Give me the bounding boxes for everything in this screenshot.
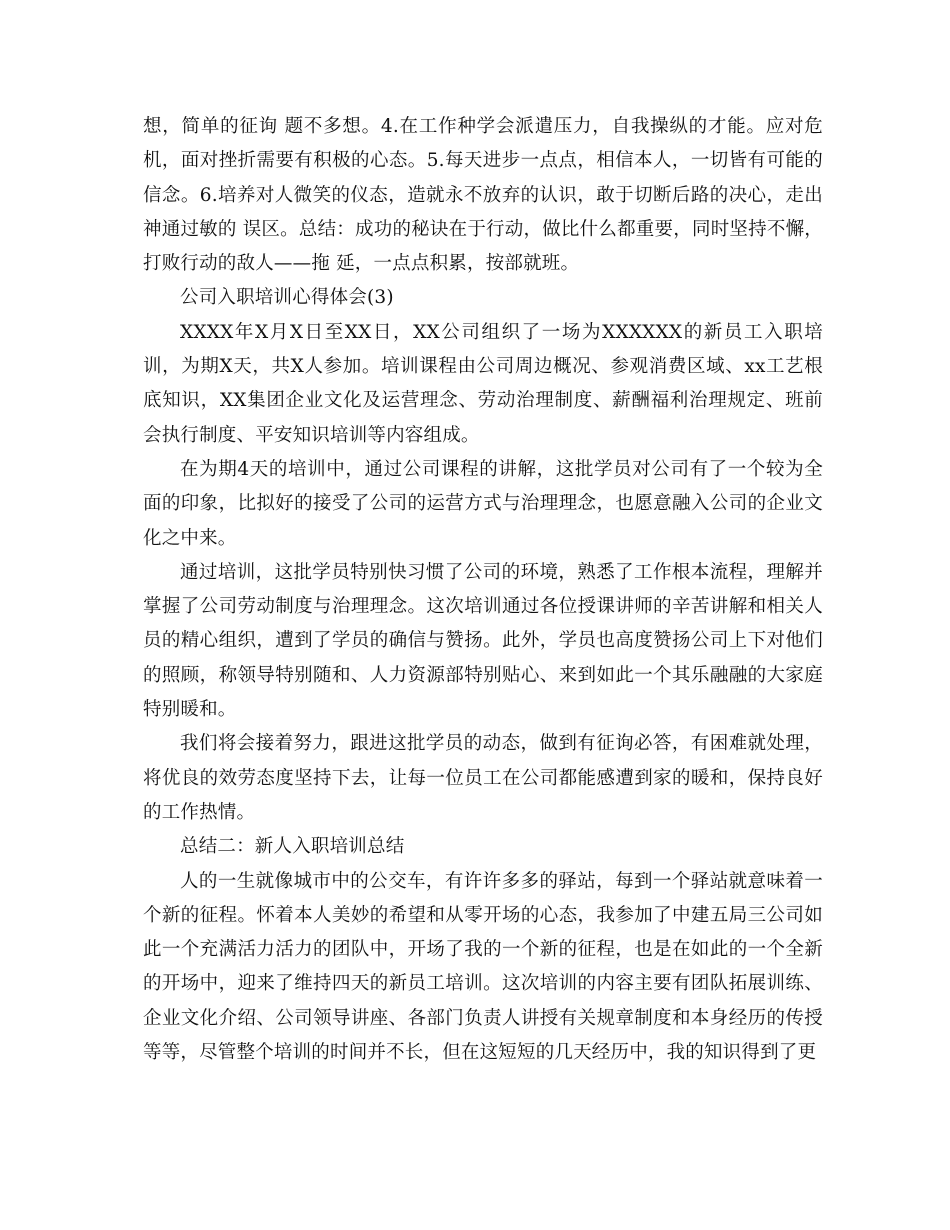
paragraph-5: 我们将会接着努力，跟进这批学员的动态，做到有征询必答，有困难就处理，将优良的效劳态度坚持下去，让每一位员工在公司都能感遭到家的暖和，保持良好的工作热情。	[143, 733, 823, 823]
paragraph-3: 在为期4天的培训中，通过公司课程的讲解，这批学员对公司有了一个较为全面的印象，比拟好的接受了公司的运营方式与治理理念，也愿意融入公司的企业文化之中来。	[143, 458, 823, 549]
paragraph-6: 人的一生就像城市中的公交车，有许许多多的驿站，每到一个驿站就意味着一个新的征程。怀着本人美妙的希望和从零开场的心态，我参加了中建五局三公司如此一个充满活力活力的团队中，开场了我的一个新的征程，也是在如此的一个全新的开场中，迎来了维持四天的新员工培训。这次培训的内容主要有团队拓展训练、企业文化介绍、公司领导讲座、各部门负责人讲授有关规章制度和本身经历的传授等等，尽管整个培训的时间并不长，但在这短短的几天经历中，我的知识得到了更	[143, 870, 823, 1064]
paragraph-1: 想，简单的征询 题不多想。4.在工作种学会派遣压力，自我操纵的才能。应对危机，面对挫折需要有积极的心态。5.每天进步一点点，相信本人，一切皆有可能的信念。6.培养对人微笑的仪态，造就永不放弃的认识，敢于切断后路的决心，走出神通过敏的 误区。总结：成功的秘诀在于行动，做比什么都重要，同时坚持不懈，打败行动的敌人——拖 延，一点点积累，按部就班。	[143, 116, 823, 275]
section-heading-summary-2: 总结二：新人入职培训总结	[180, 836, 405, 858]
document-body	[143, 110, 823, 1070]
paragraph-2: XXXX年X月X日至XX日，XX公司组织了一场为XXXXXX的新员工入职培训，为期X天，共X人参加。培训课程由公司周边概况、参观消费区域、xx工艺根底知识，XX集团企业文化及运营理念、劳动治理制度、薪酬福利治理规定、班前会执行制度、平安知识培训等内容组成。	[143, 321, 823, 446]
section-heading-3: 公司入职培训心得体会(3)	[180, 287, 394, 309]
paragraph-4: 通过培训，这批学员特别快习惯了公司的环境，熟悉了工作根本流程，理解并掌握了公司劳动制度与治理理念。这次培训通过各位授课讲师的辛苦讲解和相关人员的精心组织，遭到了学员的确信与赞扬。此外，学员也高度赞扬公司上下对他们的照顾，称领导特别随和、人力资源部特别贴心、来到如此一个其乐融融的大家庭特别暖和。	[143, 561, 823, 721]
